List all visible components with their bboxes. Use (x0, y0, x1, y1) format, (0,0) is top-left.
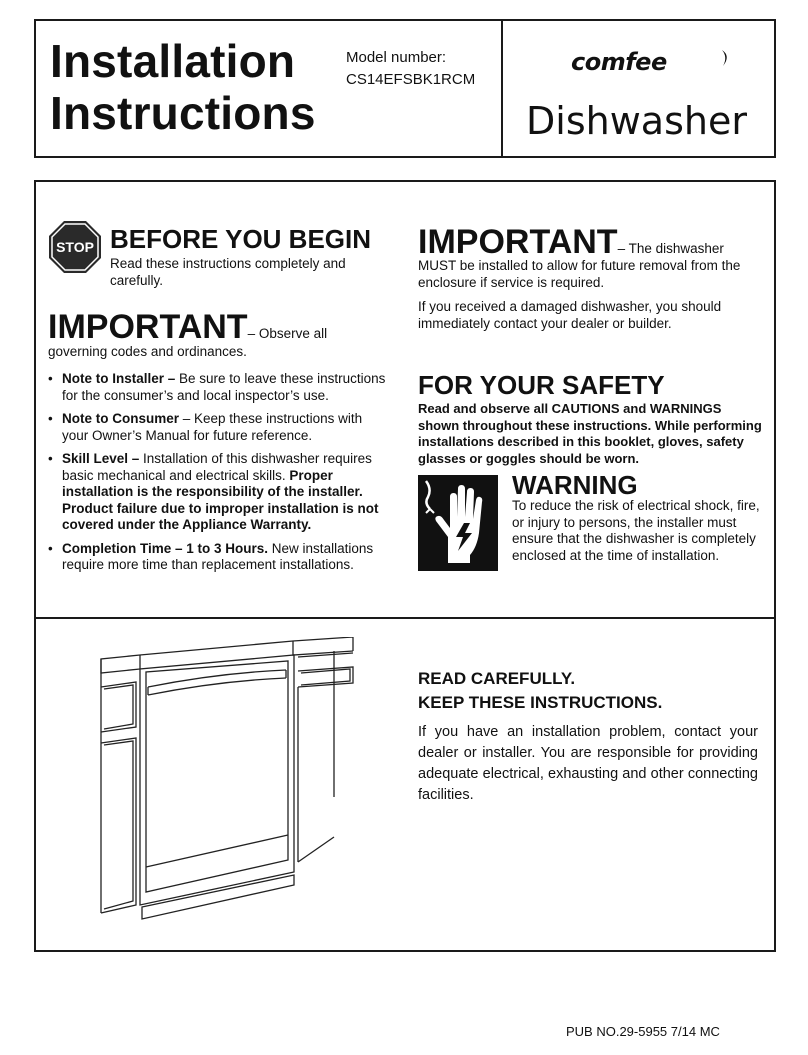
model-number-label: Model number: (346, 49, 447, 66)
stop-sign-icon (48, 220, 102, 274)
important-left-text: governing codes and ordinances. (48, 344, 247, 359)
important-right-word: IMPORTANT (418, 223, 618, 261)
list-item (48, 451, 388, 534)
list-item (48, 541, 388, 574)
installation-problem-text: If you have an installation problem, contact your dealer or installer. You are responsible for providing adequate electrical, exhausting and other connecting facilities. (418, 724, 758, 803)
bullet-lead: Note to Installer – (62, 371, 176, 386)
product-name: Dishwasher (526, 99, 747, 143)
warning-text: To reduce the risk of electrical shock, fire, or injury to persons, the installer must ensure that the dishwasher is completely enclosed at the time of installation. (512, 498, 760, 563)
bullet-lead: Skill Level – (62, 451, 140, 466)
important-right-suffix: – The dishwasher (617, 241, 724, 256)
bullet-text: Installation of this dishwasher requires basic mechanical and electrical skills. (62, 451, 372, 483)
important-left-word: IMPORTANT (48, 308, 248, 346)
bullet-text: – Keep these instructions with your Owner’s Manual for future reference. (62, 411, 363, 443)
dishwasher-illustration (98, 637, 358, 923)
read-carefully-line-2: KEEP THESE INSTRUCTIONS. (418, 693, 663, 712)
stop-sign-text: STOP (56, 239, 94, 255)
installer-notes-list (48, 371, 388, 581)
important-left-heading (48, 308, 388, 347)
before-you-begin-heading: BEFORE YOU BEGIN (110, 224, 372, 254)
important-left-suffix: – Observe all (247, 326, 328, 341)
list-item (48, 411, 388, 444)
header-divider (501, 21, 503, 156)
model-number-value: CS14EFSBK1RCM (346, 71, 476, 88)
important-right-heading (418, 224, 768, 260)
before-you-begin-text: Read these instructions completely and carefully. (110, 256, 346, 288)
brand-logo: comfee (571, 48, 667, 76)
title-line-1: Installation (50, 35, 296, 87)
bullet-lead: Note to Consumer (62, 411, 180, 426)
damaged-dishwasher-text: If you received a damaged dishwasher, you should immediately contact your dealer or builder. (418, 299, 722, 331)
read-carefully-heading (418, 667, 662, 715)
for-your-safety-heading: FOR YOUR SAFETY (418, 370, 665, 400)
bullet-text: Be sure to leave these instructions for the consumer’s and local inspector’s use. (62, 371, 386, 403)
publication-number: PUB NO.29-5955 7/14 MC (566, 1024, 720, 1039)
title-line-2: Instructions (50, 87, 316, 139)
important-right-text: MUST be installed to allow for future removal from the enclosure if service is required. (418, 258, 741, 290)
safety-text: Read and observe all CAUTIONS and WARNINGS shown throughout these instructions. While performing installations described in this booklet, gloves, safety glasses or goggles should be worn. (418, 401, 762, 466)
brand-swoosh-icon (719, 48, 733, 68)
content-box (34, 180, 776, 952)
bullet-lead: Completion Time – 1 to 3 Hours. (62, 540, 269, 556)
electrical-shock-warning-icon (418, 475, 498, 571)
warning-heading: WARNING (512, 470, 638, 500)
header-box (34, 19, 776, 158)
bullet-emphasis: Proper installation is the responsibility of the installer. Product failure due to improper installation is not covered under the Appliance Warranty. (62, 467, 379, 532)
bullet-text: New installations require more time than replacement installations. (62, 540, 374, 572)
document-title (50, 35, 316, 139)
list-item (48, 371, 388, 404)
section-divider (36, 617, 774, 619)
read-carefully-line-1: READ CAREFULLY. (418, 669, 576, 688)
